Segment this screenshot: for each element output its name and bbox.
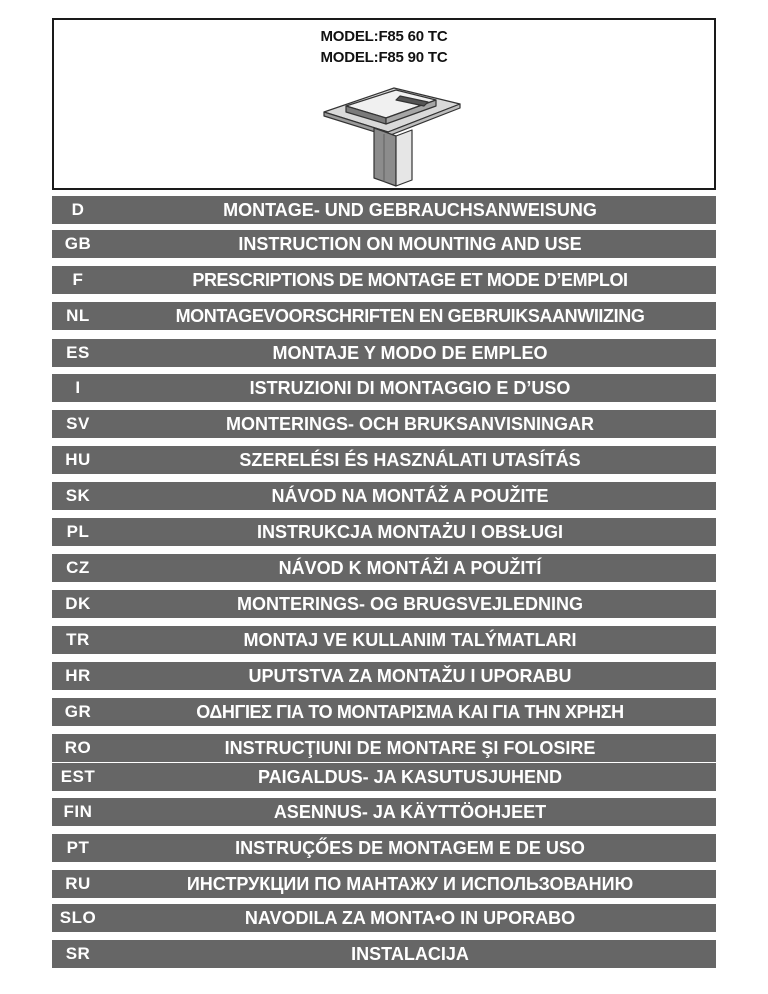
language-row (52, 302, 716, 330)
language-code: SK (65, 486, 91, 505)
instruction-title: MONTERINGS- OG BRUGSVEJLEDNING (236, 594, 584, 614)
language-row (52, 870, 716, 898)
language-row (52, 904, 716, 932)
language-row (52, 374, 716, 402)
language-code: HR (65, 666, 91, 685)
instruction-title: INSTRUKCJA MONTAŻU I OBSŁUGI (257, 522, 563, 542)
language-code: ES (66, 343, 90, 362)
instruction-title: SZERELÉSI ÉS HASZNÁLATI UTASÍTÁS (239, 450, 581, 470)
language-code: DK (65, 594, 91, 613)
model-name-1: MODEL:F85 60 TC (320, 28, 448, 45)
language-row (52, 266, 716, 294)
instruction-title: NÁVOD NA MONTÁŽ A POUŽITE (271, 486, 549, 506)
language-row (52, 230, 716, 258)
language-code: I (75, 378, 81, 397)
instruction-title: INSTRUÇŐES DE MONTAGEM E DE USO (235, 838, 585, 858)
instruction-title: ISTRUZIONI DI MONTAGGIO E D’USO (249, 378, 571, 398)
language-row (52, 626, 716, 654)
language-code: GR (64, 702, 92, 721)
language-row (52, 590, 716, 618)
instruction-title: ИНСТРУКЦИИ ПО МАНТАЖУ И ИСПОЛЬЗОВАНИЮ (186, 874, 634, 894)
language-row (52, 834, 716, 862)
language-code: SLO (59, 908, 97, 927)
instruction-title: MONTAGE- UND GEBRAUCHSANWEISUNG (223, 200, 597, 220)
language-row (52, 446, 716, 474)
instruction-title: UPUTSTVA ZA MONTAŽU I UPORABU (248, 666, 572, 686)
language-row (52, 339, 716, 367)
instruction-title: NÁVOD K MONTÁŽI A POUŽITÍ (278, 558, 542, 578)
model-header-box (52, 18, 716, 190)
instruction-title: PAIGALDUS- JA KASUTUSJUHEND (257, 767, 563, 787)
language-row (52, 196, 716, 224)
language-code: TR (66, 630, 90, 649)
instruction-title: ΟΔΗΓΙΕΣ ΓΙΑ ΤΟ ΜΟΝΤΑΡΙΣΜΑ ΚΑΙ ΓΙΑ ΤΗΝ ΧΡΗΣΗ (196, 702, 624, 722)
language-code: SR (65, 944, 91, 963)
instruction-title: MONTAJ VE KULLANIM TALÝMATLARI (243, 630, 577, 650)
instruction-title: NAVODILA ZA MONTA•O IN UPORABO (244, 908, 576, 928)
language-row (52, 940, 716, 968)
instruction-title: MONTAJE Y MODO DE EMPLEO (272, 343, 548, 363)
language-code: HU (65, 450, 91, 469)
instruction-title: MONTERINGS- OCH BRUKSANVISNINGAR (225, 414, 594, 434)
language-code: RU (65, 874, 91, 893)
language-row (52, 734, 716, 762)
language-row (52, 554, 716, 582)
language-code: F (72, 270, 84, 289)
instruction-title: INSTRUCŢIUNI DE MONTARE ŞI FOLOSIRE (224, 738, 596, 758)
instruction-title: INSTALACIJA (351, 944, 469, 964)
instruction-title: ASENNUS- JA KÄYTTÖOHJEET (273, 802, 547, 822)
cooker-hood-illustration (316, 82, 466, 188)
language-row (52, 698, 716, 726)
language-code: PT (66, 838, 90, 857)
model-name-2: MODEL:F85 90 TC (320, 49, 448, 66)
language-row (52, 518, 716, 546)
instruction-title: MONTAGEVOORSCHRIFTEN EN GEBRUIKSAANWIIZING (175, 306, 645, 326)
language-row (52, 662, 716, 690)
instruction-title: INSTRUCTION ON MOUNTING AND USE (238, 234, 582, 254)
language-row (52, 798, 716, 826)
language-code: PL (66, 522, 90, 541)
language-row (52, 410, 716, 438)
language-code: RO (64, 738, 92, 757)
language-row (52, 763, 716, 791)
language-code: EST (60, 767, 96, 786)
language-code: GB (64, 234, 92, 253)
language-row (52, 482, 716, 510)
instruction-title: PRESCRIPTIONS DE MONTAGE ET MODE D’EMPLOI (192, 270, 628, 290)
language-code: SV (66, 414, 90, 433)
language-code: NL (66, 306, 90, 325)
language-code: FIN (63, 802, 93, 821)
language-code: D (71, 200, 85, 219)
language-code: CZ (66, 558, 90, 577)
